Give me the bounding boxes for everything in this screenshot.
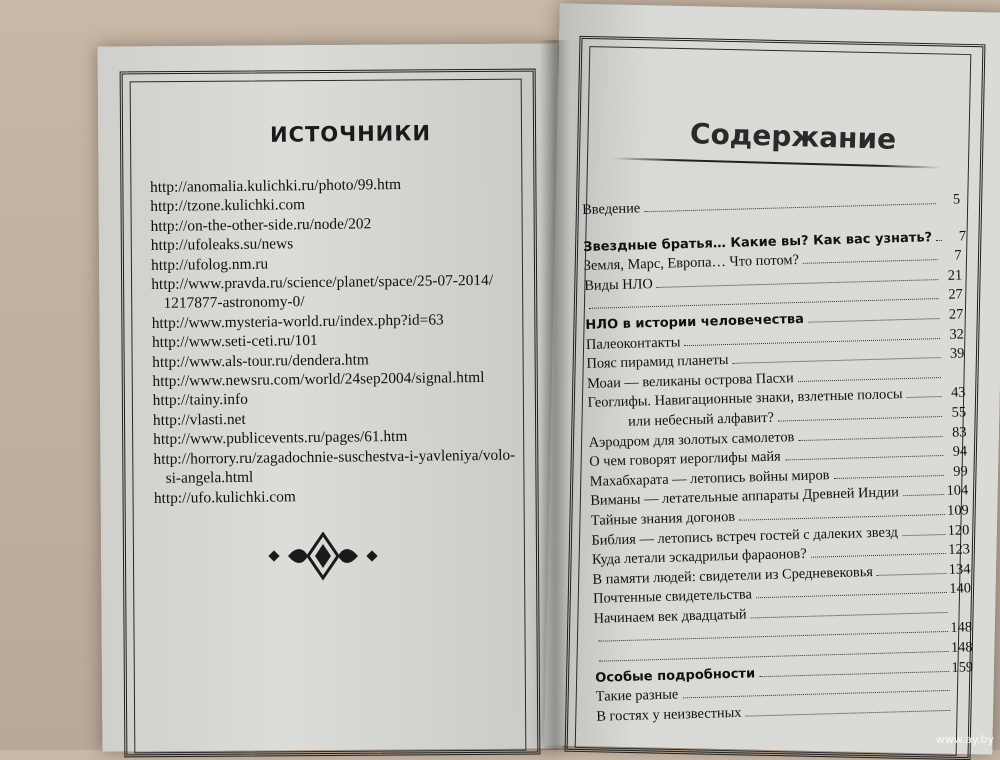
source-item: http://www.newsru.com/world/24sep2004/signal.html	[152, 368, 485, 391]
toc-entry: 148	[594, 620, 972, 650]
toc-entry: Виды НЛО 21	[584, 267, 963, 294]
source-item: http://www.publicevents.ru/pages/61.htm	[153, 428, 408, 449]
source-item: http://www.seti-ceti.ru/101	[151, 332, 318, 352]
source-item: http://on-the-other-side.ru/node/202	[150, 215, 372, 235]
toc-entry: Такие разные	[596, 679, 974, 709]
toc-entry: Моаи — великаны острова Пасхи	[587, 365, 965, 395]
toc-entry: Палеоконтакты 32	[585, 325, 965, 353]
toc-entry: 148	[595, 639, 973, 669]
toc-entry: Земля, Марс, Европа… Что потом? 7	[583, 247, 962, 275]
watermark: www.ay.by	[935, 733, 994, 746]
sources-heading: ИСТОЧНИКИ	[269, 121, 432, 147]
toc-entry: В памяти людей: свидетели из Средневековья 134	[592, 560, 971, 588]
toc-entry: Пояс пирамид планеты 39	[586, 345, 965, 373]
source-item: http://ufolog.nm.ru	[150, 255, 269, 274]
toc-entry: Особые подробности 159	[595, 658, 974, 686]
source-item: http://horrory.ru/zagadochnie-suschestva-i-yavleniya/volo-	[153, 446, 516, 468]
toc-entry: Махабхарата — летопись войны миров 99	[589, 463, 968, 490]
source-item: 1217877-astronomy-0/	[163, 293, 305, 313]
source-item: http://www.pravda.ru/science/planet/space/25-07-2014/	[151, 271, 494, 294]
contents-heading: Содержание	[689, 117, 897, 156]
table-of-contents	[582, 191, 975, 728]
sources-list	[150, 173, 534, 508]
source-item: http://tzone.kulichki.com	[150, 196, 306, 216]
toc-entry: НЛО в истории человечества 27	[585, 306, 964, 333]
toc-entry: или небесный алфавит? 55	[627, 404, 967, 430]
toc-entry: Начинаем век двадцатый	[593, 600, 971, 630]
toc-entry: О чем говорят иероглифы майя 94	[589, 443, 968, 471]
toc-entry: Куда летали эскадрильи фараонов? 123	[591, 541, 971, 568]
source-item: si-angela.html	[165, 468, 254, 487]
toc-entry: Введение 5	[582, 191, 961, 218]
source-item: http://anomalia.kulichki.ru/photo/99.htm	[150, 175, 402, 196]
book-gutter-shadow	[540, 40, 570, 750]
source-item: http://www.mysteria-world.ru/index.php?id=63	[151, 311, 444, 332]
toc-entry: Библия — летопись встреч гостей с далеких звезд 120	[591, 521, 970, 549]
toc-entry: 27	[585, 287, 963, 317]
toc-entry: Аэродром для золотых самолетов 83	[588, 423, 967, 451]
source-item: http://ufoleaks.su/news	[150, 235, 294, 255]
toc-entry: В гостях у неизвестных	[596, 698, 974, 728]
source-item: http://vlasti.net	[152, 410, 246, 429]
toc-entry: Тайные знания догонов 109	[590, 502, 969, 529]
source-item: http://ufo.kulichki.com	[153, 487, 296, 507]
toc-entry: Геоглифы. Навигационные знаки, взлетные полосы 43	[587, 384, 966, 412]
toc-entry: Звездные братья… Какие вы? Как вас узнать? 7	[583, 227, 967, 255]
source-item: http://tainy.info	[152, 391, 249, 410]
toc-entry: Почтенные свидетельства 140	[592, 580, 972, 608]
source-item: http://www.als-tour.ru/dendera.htm	[152, 350, 369, 371]
ornament-icon	[268, 532, 378, 582]
toc-entry: Виманы — летательные аппараты Древней Индии 104	[590, 482, 969, 510]
